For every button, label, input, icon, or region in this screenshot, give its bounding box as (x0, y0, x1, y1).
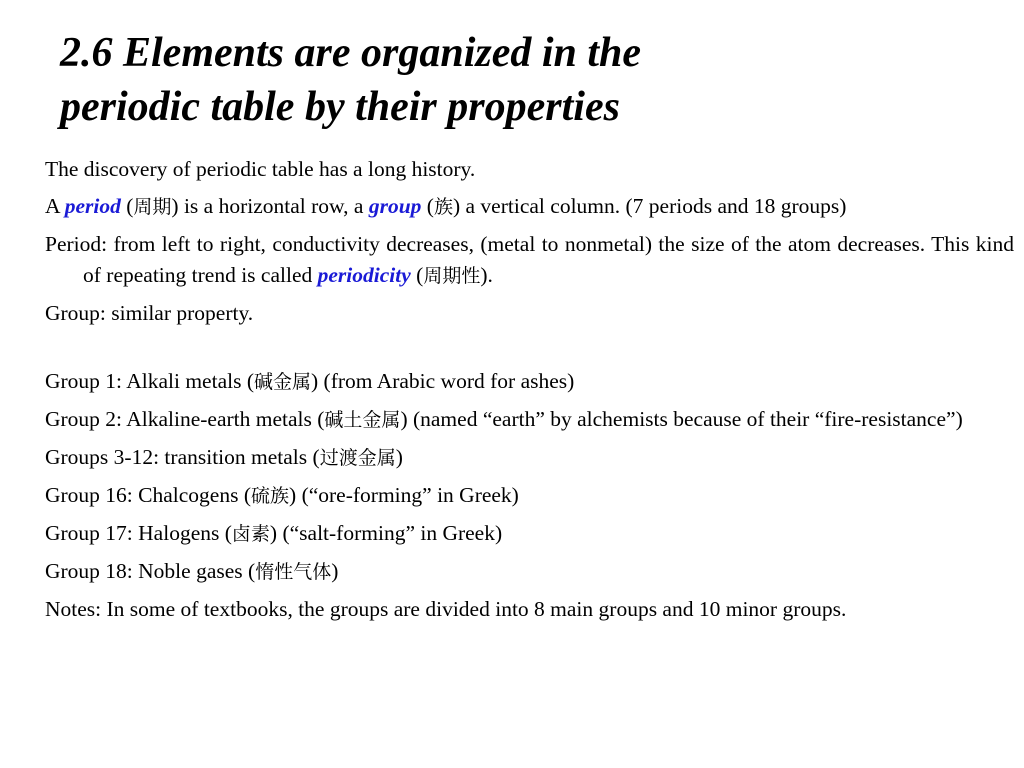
chinese-term: 过渡金属 (319, 447, 396, 469)
paragraph-notes: Notes: In some of textbooks, the groups are divided into 8 main groups and 10 minor groups. (45, 597, 847, 621)
text-segment: ) is a horizontal row, a (171, 194, 369, 218)
text-segment: ). (480, 263, 493, 287)
chinese-term: 硫族 (251, 485, 290, 507)
keyword-period: period (64, 194, 121, 218)
paragraph-period-trend (45, 229, 1014, 292)
paragraph-group-18 (45, 556, 1014, 588)
keyword-group: group (368, 194, 422, 218)
paragraph-spacer (45, 335, 1014, 366)
text-segment: Group 2: Alkaline-earth metals ( (45, 407, 325, 431)
chinese-term: 族 (433, 196, 453, 218)
slide-body (45, 154, 1014, 631)
chinese-term: 碱土金属 (324, 409, 401, 431)
text-segment: ) (from Arabic word for ashes) (311, 369, 575, 393)
text-segment: ) a vertical column. (7 periods and 18 groups) (452, 194, 847, 218)
paragraph-group-2 (45, 404, 1014, 436)
text-segment: ) (“salt-forming” in Greek) (269, 521, 503, 545)
text-segment: A (45, 194, 65, 218)
slide-title-line-1: 2.6 Elements are organized in the (60, 30, 642, 76)
paragraph-period-definition (45, 191, 1014, 223)
paragraph-groups-3-12 (45, 442, 1014, 474)
paragraph-group-definition: Group: similar property. (45, 301, 254, 325)
paragraph-group-16 (45, 480, 1014, 512)
text-segment: Group 1: Alkali metals ( (45, 369, 254, 393)
chinese-term: 周期 (133, 196, 172, 218)
text-segment: ) (331, 559, 339, 583)
paragraph-discovery: The discovery of periodic table has a long history. (45, 157, 476, 181)
text-segment: ( (410, 263, 424, 287)
text-segment: Period: from left to right, conductivity decreases, (metal to nonmetal) the size of the atom decreases. This kind of repeating trend is called (45, 232, 1014, 287)
slide-title (60, 26, 960, 134)
text-segment: ) (395, 445, 403, 469)
paragraph-group-1 (45, 366, 1014, 398)
text-segment: ( (120, 194, 134, 218)
text-segment: ) (“ore-forming” in Greek) (289, 483, 519, 507)
keyword-periodicity: periodicity (317, 263, 411, 287)
text-segment: ) (named “earth” by alchemists because of their “fire-resistance”) (400, 407, 963, 431)
text-segment: Group 16: Chalcogens ( (45, 483, 252, 507)
text-segment: ( (421, 194, 434, 218)
chinese-term: 卤素 (231, 523, 270, 545)
slide-title-line-2: periodic table by their properties (60, 84, 620, 130)
chinese-term: 碱金属 (254, 371, 312, 393)
text-segment: Group 17: Halogens ( (45, 521, 232, 545)
chinese-term: 惰性气体 (255, 561, 332, 583)
chinese-term: 周期性 (423, 265, 481, 287)
text-segment: Groups 3-12: transition metals ( (45, 445, 320, 469)
paragraph-group-17 (45, 518, 1014, 550)
text-segment: Group 18: Noble gases ( (45, 559, 256, 583)
